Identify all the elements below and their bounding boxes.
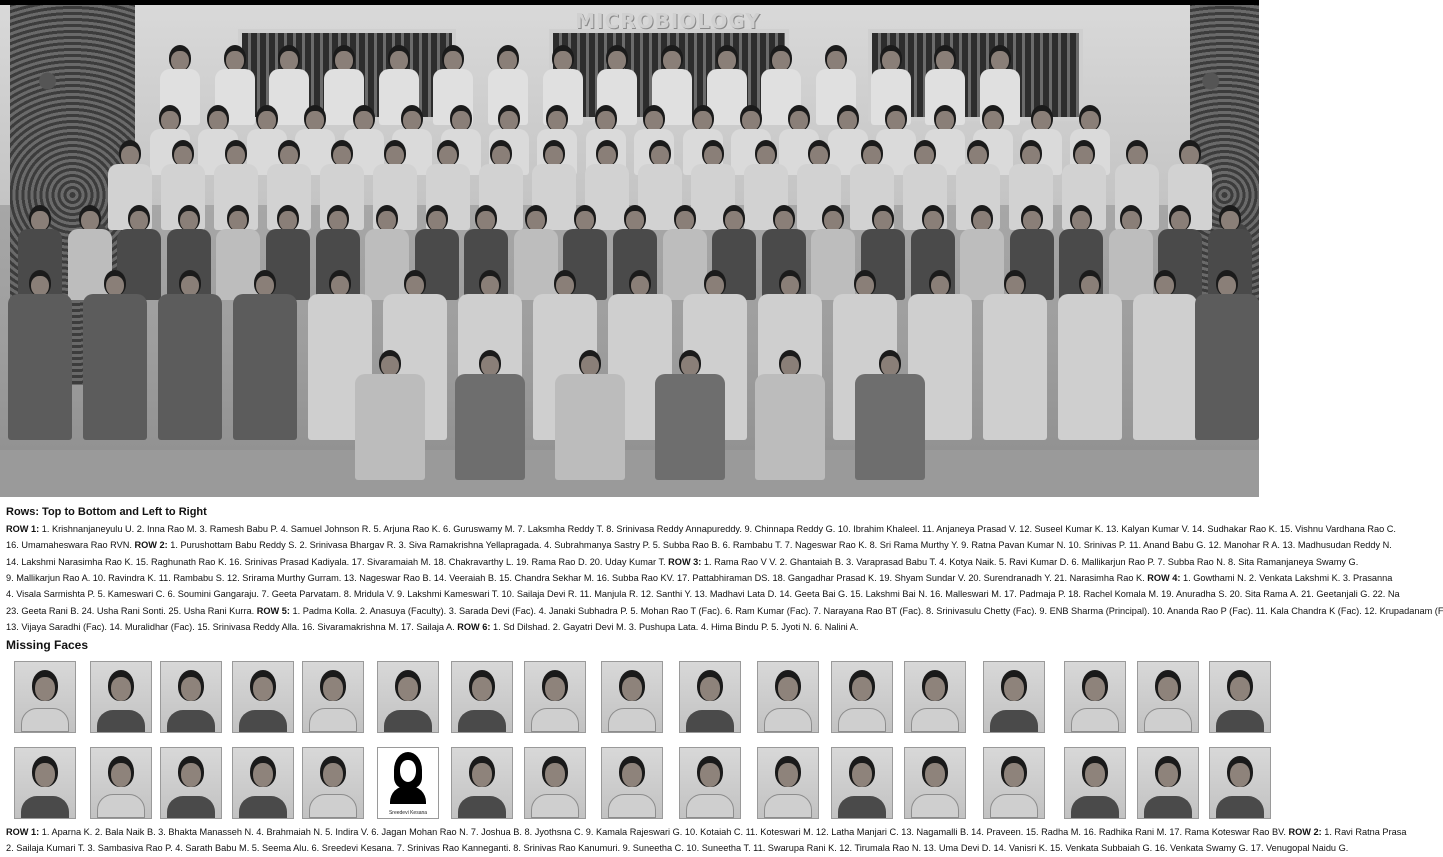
names-text: 14. Lakshmi Narasimha Rao K. 15. Raghunath Rao K. 16. Srinivas Prasad Kadiyala. 17. Sivaramaiah M. 18. Chakravarthy L. 19. Rama Rao D. 20. Uday Kumar T. <box>6 556 669 567</box>
missing-faces-heading: Missing Faces <box>6 638 89 652</box>
missing-face-portrait <box>1137 661 1199 733</box>
names-text: 23. Geeta Rani B. 24. Usha Rani Sonti. 25. Usha Rani Kurra. <box>6 605 257 616</box>
missing-face-portrait <box>90 747 152 819</box>
person-figure <box>158 270 222 440</box>
names-text: 2. Sailaja Kumari T. 3. Sambasiva Rao P. 4. Sarath Babu M. 5. Seema Alu. 6. Sreedevi Kesana. 7. Srinivas Rao Kanneganti. 8. Srinivas Rao Kanumuri. 9. Suneetha C. 10. Suneetha T. 11. Swarupa Rani K. 12. Tirumala Rao N. 13. Uma Devi D. 14. Vanisri K. 15. Venkata Subbaiah G. 16. Venkata Swamy G. 17. Venugopal Naidu G. <box>6 843 1349 854</box>
missing-face-portrait <box>451 747 513 819</box>
row-label: ROW 3: <box>668 556 704 567</box>
names-text: 1. Gowthami N. 2. Venkata Lakshmi K. 3. Prasanna <box>1182 572 1393 583</box>
caption-line <box>6 570 1393 586</box>
missing-face-portrait <box>679 747 741 819</box>
row-label: ROW 4: <box>1147 572 1183 583</box>
rows-heading: Rows: Top to Bottom and Left to Right <box>6 506 207 518</box>
missing-face-portrait <box>160 747 222 819</box>
names-text: 16. Umamaheswara Rao RVN. <box>6 540 135 551</box>
missing-face-portrait <box>1209 661 1271 733</box>
person-figure <box>655 350 725 480</box>
missing-face-portrait <box>679 661 741 733</box>
names-text: 1. Purushottam Babu Reddy S. 2. Srinivasa Bhargav R. 3. Siva Ramakrishna Yellapragada. 4. Subrahmanya Sastry P. 5. Subba Rao B. 6. Rambabu T. 7. Nageswar Rao K. 8. Sri Rama Murthy Y. 9. Ratna Pavan Kumar N. 10. Srinivas P. 11. Anand Babu G. 12. Manohar R A. 13. Madhusudan Reddy N. <box>170 540 1392 551</box>
missing-face-portrait <box>377 661 439 733</box>
ground <box>0 450 1259 497</box>
missing-face-portrait <box>904 661 966 733</box>
names-text: 1. Padma Kolla. 2. Anasuya (Faculty). 3. Sarada Devi (Fac). 4. Janaki Subhadra P. 5. Mohan Rao T (Fac). 6. Ram Kumar (Fac). 7. Narayana Rao BT (Fac). 8. Srinivasulu Chetty (Fac). 9. ENB Sharma (Principal). 10. Ananda Rao P (Fac). 11. Kala Chandra K (Fac). 12. Krupadanam (F <box>292 605 1443 616</box>
missing-face-portrait <box>757 661 819 733</box>
missing-face-portrait <box>302 661 364 733</box>
person-figure <box>1195 270 1259 440</box>
caption-line <box>6 824 1407 840</box>
person-figure <box>233 270 297 440</box>
missing-face-portrait <box>983 747 1045 819</box>
caption-line <box>6 586 1400 602</box>
missing-face-portrait <box>232 747 294 819</box>
row-label: ROW 5: <box>256 605 293 616</box>
row-label: ROW 6: <box>457 621 493 632</box>
missing-face-portrait <box>831 661 893 733</box>
names-text: 1. Ravi Ratna Prasa <box>1324 827 1407 837</box>
silhouette-label: Sreedevi Kesana <box>388 810 428 816</box>
person-figure <box>1058 270 1122 440</box>
names-text: 1. Sd Dilshad. 2. Gayatri Devi M. 3. Pushupa Lata. 4. Hima Bindu P. 5. Jyoti N. 6. Nalini A. <box>492 621 859 632</box>
missing-face-portrait <box>904 747 966 819</box>
missing-face-portrait <box>14 747 76 819</box>
missing-face-portrait <box>1064 747 1126 819</box>
missing-face-portrait <box>524 747 586 819</box>
caption-line <box>6 840 1349 856</box>
missing-face-portrait <box>601 661 663 733</box>
row-label: ROW 1: <box>6 827 42 837</box>
missing-face-portrait <box>232 661 294 733</box>
person-figure <box>755 350 825 480</box>
row-label: ROW 2: <box>134 540 171 551</box>
caption-line <box>6 537 1392 553</box>
group-photograph <box>0 5 1259 497</box>
missing-face-portrait <box>1064 661 1126 733</box>
missing-face-portrait <box>1209 747 1271 819</box>
missing-face-portrait <box>302 747 364 819</box>
person-figure <box>8 270 72 440</box>
caption-line <box>6 521 1396 537</box>
missing-face-portrait <box>831 747 893 819</box>
silhouette-portrait <box>377 747 439 819</box>
caption-line <box>6 554 1359 570</box>
names-text: 1. Aparna K. 2. Bala Naik B. 3. Bhakta Manasseh N. 4. Brahmaiah N. 5. Indira V. 6. Jagan Mohan Rao N. 7. Joshua B. 8. Jyothsna C. 9. Kamala Rajeswari G. 10. Kotaiah C. 11. Koteswari M. 12. Latha Manjari C. 13. Nagamalli B. 14. Praveen. 15. Radha M. 16. Radhika Rani M. 17. Rama Koteswar Rao BV. <box>41 827 1289 837</box>
missing-face-portrait <box>757 747 819 819</box>
names-text: 4. Visala Sarmishta P. 5. Kameswari C. 6. Soumini Gangaraju. 7. Geeta Parvatam. 8. Mridula V. 9. Lakshmi Kameswari T. 10. Sailaja Devi R. 11. Manjula R. 12. Santhi Y. 13. Madhavi Lata D. 14. Geeta Bai G. 15. Lakshmi Bai N. 16. Malleswari M. 17. Padmaja P. 18. Rachel Komala M. 19. Anuradha S. 20. Sita Rama A. 21. Geetanjali G. 22. Na <box>6 589 1400 600</box>
person-figure <box>1133 270 1197 440</box>
names-text: 13. Vijaya Saradhi (Fac). 14. Muralidhar (Fac). 15. Srinivasa Reddy Alla. 16. Sivaramakrishna M. 17. Sailaja A. <box>6 621 458 632</box>
names-text: 1. Rama Rao V V. 2. Ghantaiah B. 3. Varaprasad Babu T. 4. Kotya Naik. 5. Ravi Kumar D. 6. Mallikarjun Rao P. 7. Subba Rao N. 8. Sita Ramanjaneya Swamy G. <box>703 556 1359 567</box>
person-figure <box>983 270 1047 440</box>
missing-face-portrait <box>90 661 152 733</box>
person-figure <box>555 350 625 480</box>
names-text: 9. Mallikarjun Rao A. 10. Ravindra K. 11. Rambabu S. 12. Srirama Murthy Gurram. 13. Nageswar Rao B. 14. Veeraiah B. 15. Chandra Sekhar M. 16. Subba Rao KV. 17. Pattabhiraman DS. 18. Gangadhar Prasad K. 19. Shyam Sundar V. 20. Surendranadh Y. 21. Narasimha Rao K. <box>6 572 1148 583</box>
missing-face-portrait <box>451 661 513 733</box>
building-sign: MICROBIOLOGY <box>575 9 761 33</box>
person-figure <box>455 350 525 480</box>
person-figure <box>83 270 147 440</box>
missing-face-portrait <box>524 661 586 733</box>
names-text: 1. Krishnanjaneyulu U. 2. Inna Rao M. 3. Ramesh Babu P. 4. Samuel Johnson R. 5. Arjuna Rao K. 6. Guruswamy M. 7. Laksmha Reddy T. 8. Srinivasa Reddy Annapureddy. 9. Chinnapa Reddy G. 10. Ibrahim Khaleel. 11. Anjaneya Prasad V. 12. Suseel Kumar K. 13. Kalyan Kumar V. 14. Sudhakar Rao K. 15. Vishnu Vardhana Rao C. <box>41 524 1396 534</box>
row-label: ROW 1: <box>6 524 42 534</box>
missing-face-portrait <box>1137 747 1199 819</box>
caption-line <box>6 619 1265 635</box>
person-figure <box>355 350 425 480</box>
person-figure <box>855 350 925 480</box>
caption-line <box>6 603 1443 619</box>
missing-face-portrait <box>160 661 222 733</box>
missing-face-portrait <box>601 747 663 819</box>
missing-face-portrait <box>983 661 1045 733</box>
missing-face-portrait <box>14 661 76 733</box>
row-label: ROW 2: <box>1288 827 1325 837</box>
